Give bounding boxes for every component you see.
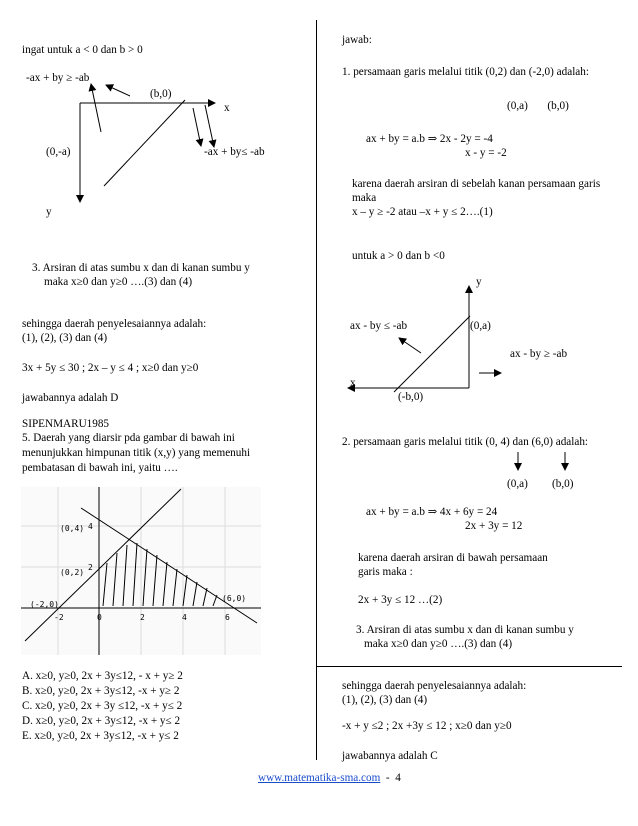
- fig2-axis-x-label: x: [350, 377, 356, 389]
- step1-note1: karena daerah arsiran di sebelah kanan persamaan garis: [352, 178, 601, 190]
- step1-labels: (0,a) (b,0): [507, 100, 569, 112]
- fig2-point-a: (0,a): [470, 320, 491, 332]
- option-c[interactable]: C. x≥0, y≥0, 2x + 3y ≤12, -x + y≤ 2: [22, 700, 183, 712]
- step3-line2: maka x≥0 dan y≥0 ….(3) dan (4): [364, 638, 513, 650]
- graph-label-60: (6,0): [222, 594, 247, 603]
- fig1-arrow-lower-1: [193, 108, 201, 146]
- step1-eq2: x - y = -2: [465, 147, 507, 159]
- fig1-arrow-lower-2: [205, 105, 214, 147]
- question-graph: [21, 487, 261, 655]
- step2-eq2: 2x + 3y = 12: [465, 520, 523, 532]
- intro-text: ingat untuk a < 0 dan b > 0: [22, 44, 143, 56]
- graph-tick-m2: -2: [54, 613, 64, 622]
- fig2-ineq-left: ax - by ≤ -ab: [350, 320, 408, 332]
- question-line2: menunjukkan himpunan titik (x,y) yang memenuhi: [22, 447, 251, 459]
- graph-line-2: [81, 508, 257, 623]
- step1-text: 1. persamaan garis melalui titik (0,2) dan (-2,0) adalah:: [342, 66, 589, 78]
- item3-line2: maka x≥0 dan y≥0 ….(3) dan (4): [44, 276, 193, 288]
- fig1-ineq-upper: -ax + by ≥ -ab: [26, 72, 90, 84]
- fig1-point-b: (b,0): [150, 88, 172, 100]
- step2-eq1: ax + by = a.b ⇒ 4x + 6y = 24: [366, 506, 498, 518]
- option-d[interactable]: D. x≥0, y≥0, 2x + 3y≤12, -x + y≤ 2: [22, 715, 181, 727]
- step2-result: 2x + 3y ≤ 12 …(2): [358, 594, 443, 606]
- graph-label-02: (0,2): [60, 568, 85, 577]
- fig2-axis-y-label: y: [476, 276, 482, 288]
- solution-line2: (1), (2), (3) dan (4): [22, 332, 108, 344]
- step1-result: x – y ≥ -2 atau –x + y ≤ 2….(1): [352, 206, 493, 218]
- step2-arrows: [486, 450, 586, 474]
- solution-line1: sehingga daerah penyelesaiannya adalah:: [22, 318, 207, 330]
- step2-note2: garis maka :: [358, 566, 413, 578]
- fig2-point-neg-b: (-b,0): [398, 391, 424, 403]
- answer-text: jawabannya adalah D: [22, 392, 119, 404]
- graph-hatched-region: [103, 543, 217, 606]
- step2-label-a: (0,a): [507, 478, 528, 490]
- option-a[interactable]: A. x≥0, y≥0, 2x + 3y≤12, - x + y≥ 2: [22, 670, 183, 682]
- graph-label-04: (0,4): [60, 524, 85, 533]
- condition-text: untuk a > 0 dan b <0: [352, 250, 445, 262]
- fig2-ineq-right: ax - by ≥ -ab: [510, 348, 568, 360]
- fig2-arrow-left: [399, 338, 421, 353]
- fig1-arrow-upper-2: [106, 85, 130, 96]
- figure-2-diagram: [340, 282, 580, 412]
- step1-note2: maka: [352, 192, 377, 204]
- question-line3: pembatasan di bawah ini, yaitu ….: [22, 462, 178, 474]
- graph-line-1: [25, 489, 181, 641]
- fig1-arrow-upper-1: [91, 84, 101, 132]
- graph-tick-2: 2: [140, 613, 145, 622]
- section-rule: [316, 666, 622, 667]
- question-line1: 5. Daerah yang diarsir pda gambar di bawah ini: [22, 432, 235, 444]
- graph-ytick-4: 4: [88, 522, 93, 531]
- fig1-ineq-lower: -ax + by≤ -ab: [204, 146, 265, 158]
- step2-text: 2. persamaan garis melalui titik (0, 4) dan (6,0) adalah:: [342, 436, 589, 448]
- right-answer-text: jawabannya adalah C: [342, 750, 438, 762]
- graph-tick-0: 0: [97, 613, 102, 622]
- step2-note1: karena daerah arsiran di bawah persamaan: [358, 552, 548, 564]
- step1-eq1: ax + by = a.b ⇒ 2x - 2y = -4: [366, 133, 493, 145]
- fig1-line: [104, 100, 185, 186]
- column-divider: [316, 20, 317, 760]
- graph-tick-6: 6: [225, 613, 230, 622]
- option-b[interactable]: B. x≥0, y≥0, 2x + 3y≤12, -x + y≥ 2: [22, 685, 180, 697]
- footer-page-number: - 4: [380, 772, 401, 784]
- footer-link[interactable]: www.matematika-sma.com: [258, 772, 381, 784]
- right-solution-line1: sehingga daerah penyelesaiannya adalah:: [342, 680, 527, 692]
- right-solution-line2: (1), (2), (3) dan (4): [342, 694, 428, 706]
- graph-label-m20: (-2,0): [30, 600, 59, 609]
- option-e[interactable]: E. x≥0, y≥0, 2x + 3y≤12, -x + y≤ 2: [22, 730, 179, 742]
- fig1-axis-y-label: y: [46, 206, 52, 218]
- source-label: SIPENMARU1985: [22, 418, 110, 430]
- step3-line1: 3. Arsiran di atas sumbu x dan di kanan sumbu y: [356, 624, 574, 636]
- footer: [258, 772, 401, 785]
- fig1-axis-x-label: x: [224, 102, 230, 114]
- item3-line1: 3. Arsiran di atas sumbu x dan di kanan sumbu y: [32, 262, 250, 274]
- step2-label-b: (b,0): [552, 478, 574, 490]
- solution-system: 3x + 5y ≤ 30 ; 2x – y ≤ 4 ; x≥0 dan y≥0: [22, 362, 199, 374]
- graph-ytick-2: 2: [88, 563, 93, 572]
- graph-tick-4: 4: [182, 613, 187, 622]
- right-solution-system: -x + y ≤2 ; 2x +3y ≤ 12 ; x≥0 dan y≥0: [342, 720, 512, 732]
- fig1-point-neg-a: (0,-a): [46, 146, 71, 158]
- jawab-label: jawab:: [342, 34, 372, 46]
